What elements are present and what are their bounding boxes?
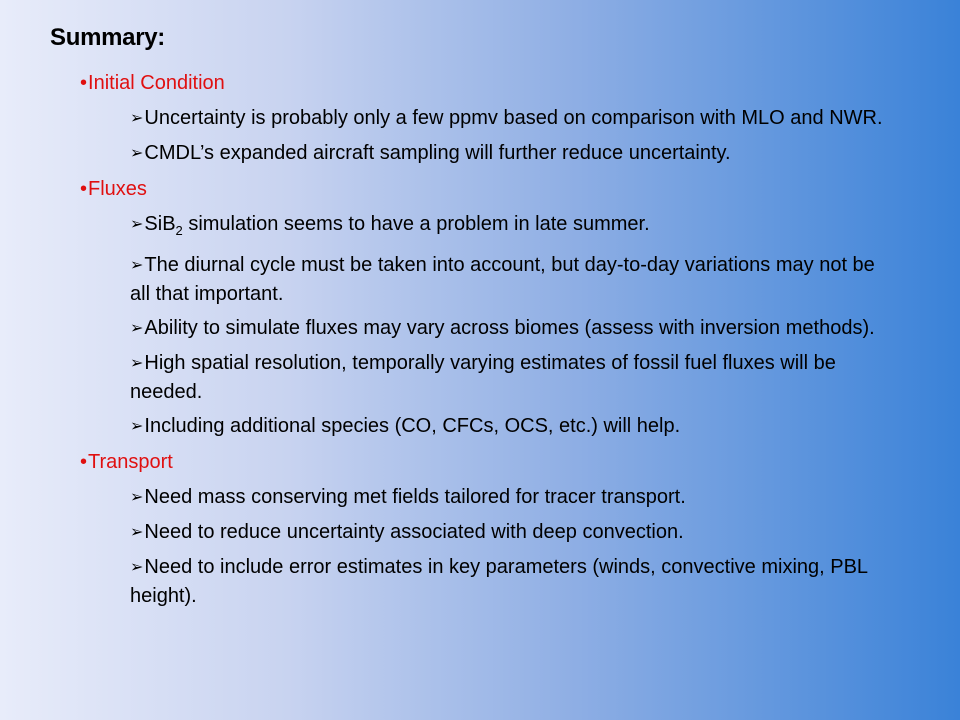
list-item-text: Ability to simulate fluxes may vary across biomes (assess with inversion methods).	[144, 317, 875, 339]
bullet-list	[130, 210, 900, 441]
list-item-text: Need to reduce uncertainty associated with deep convection.	[144, 521, 684, 543]
arrow-bullet-icon: ➢	[130, 489, 144, 506]
list-item	[130, 412, 900, 441]
list-item	[130, 349, 900, 406]
arrow-bullet-icon: ➢	[130, 355, 144, 372]
arrow-bullet-icon: ➢	[130, 524, 144, 541]
section-heading	[80, 449, 900, 475]
list-item-text: CMDL’s expanded aircraft sampling will further reduce uncertainty.	[144, 142, 731, 164]
list-item	[130, 139, 900, 168]
bullet-icon: •	[80, 451, 88, 473]
bullet-list	[130, 104, 900, 168]
section-heading-text: Initial Condition	[88, 72, 225, 94]
list-item	[130, 251, 900, 308]
list-item	[130, 104, 900, 133]
list-item-text: Need to include error estimates in key parameters (winds, convective mixing, PBL height).	[130, 556, 868, 607]
slide-content	[80, 70, 900, 618]
list-item-subscript: 2	[175, 223, 183, 238]
slide-title: Summary:	[50, 24, 165, 51]
bullet-list	[130, 483, 900, 610]
arrow-bullet-icon: ➢	[130, 418, 144, 435]
section-initial-condition	[80, 70, 900, 168]
section-heading	[80, 176, 900, 202]
bullet-icon: •	[80, 178, 88, 200]
list-item	[130, 483, 900, 512]
bullet-icon: •	[80, 72, 88, 94]
section-fluxes	[80, 176, 900, 441]
list-item-text-pre: SiB	[144, 213, 176, 235]
list-item	[130, 518, 900, 547]
arrow-bullet-icon: ➢	[130, 145, 144, 162]
arrow-bullet-icon: ➢	[130, 559, 144, 576]
section-heading-text: Fluxes	[88, 178, 147, 200]
list-item-text: High spatial resolution, temporally varying estimates of fossil fuel fluxes will be needed.	[130, 352, 836, 403]
list-item-text: Need mass conserving met fields tailored for tracer transport.	[144, 486, 686, 508]
arrow-bullet-icon: ➢	[130, 110, 144, 127]
list-item-text-post: simulation seems to have a problem in late summer.	[182, 213, 650, 235]
arrow-bullet-icon: ➢	[130, 257, 144, 274]
list-item	[130, 314, 900, 343]
arrow-bullet-icon: ➢	[130, 216, 144, 233]
arrow-bullet-icon: ➢	[130, 320, 144, 337]
list-item-text: Uncertainty is probably only a few ppmv based on comparison with MLO and NWR.	[144, 107, 883, 129]
list-item	[130, 210, 900, 245]
list-item	[130, 553, 900, 610]
list-item-text: Including additional species (CO, CFCs, OCS, etc.) will help.	[144, 415, 681, 437]
list-item-text: The diurnal cycle must be taken into account, but day-to-day variations may not be all that important.	[130, 254, 875, 305]
section-transport	[80, 449, 900, 610]
section-heading-text: Transport	[88, 451, 173, 473]
section-heading	[80, 70, 900, 96]
